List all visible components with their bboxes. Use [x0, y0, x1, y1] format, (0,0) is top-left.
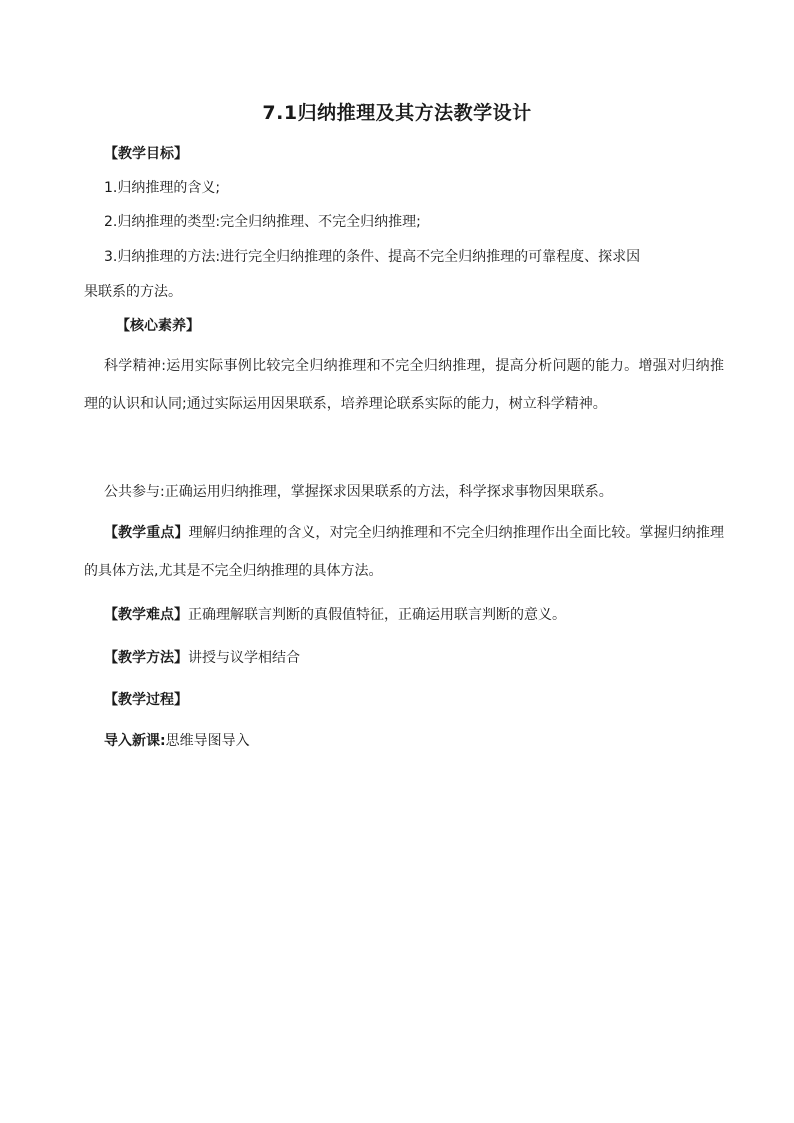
key-points-label: 【教学重点】	[104, 525, 189, 541]
core-literacy-heading: 【核心素养】	[116, 318, 200, 334]
objective-item-2: 2.归纳推理的类型:完全归纳推理、不完全归纳推理;	[104, 214, 421, 230]
difficulties-line	[104, 605, 566, 625]
intro-text: 思维导图导入	[165, 733, 250, 749]
objective-item-1: 1.归纳推理的含义;	[104, 180, 221, 196]
intro-label: 导入新课:	[104, 733, 166, 749]
methods-label: 【教学方法】	[104, 650, 188, 666]
science-spirit-paragraph: 科学精神:运用实际事例比较完全归纳推理和不完全归纳推理，提高分析问题的能力。增强对归纳推理的认识和认同;通过实际运用因果联系，培养理论联系实际的能力，树立科学精神。	[84, 358, 724, 412]
methods-text: 讲授与议学相结合	[188, 650, 300, 666]
key-points-paragraph	[84, 514, 724, 590]
difficulties-label: 【教学难点】	[104, 607, 188, 623]
intro-line	[104, 731, 250, 751]
objective-item-3: 3.归纳推理的方法:进行完全归纳推理的条件、提高不完全归纳推理的可靠程度、探求因	[104, 249, 641, 265]
key-points-text: 理解归纳推理的含义，对完全归纳推理和不完全归纳推理作出全面比较。掌握归纳推理的具体方法,尤其是不完全归纳推理的具体方法。	[84, 525, 725, 579]
objective-item-3-cont: 果联系的方法。	[84, 284, 182, 300]
difficulties-text: 正确理解联言判断的真假值特征，正确运用联言判断的意义。	[188, 607, 566, 623]
document-title: 7.1归纳推理及其方法教学设计	[262, 102, 532, 124]
objectives-heading: 【教学目标】	[104, 146, 188, 162]
process-heading: 【教学过程】	[104, 692, 188, 708]
methods-line	[104, 648, 300, 668]
public-participation-paragraph: 公共参与:正确运用归纳推理，掌握探求因果联系的方法，科学探求事物因果联系。	[104, 484, 613, 500]
